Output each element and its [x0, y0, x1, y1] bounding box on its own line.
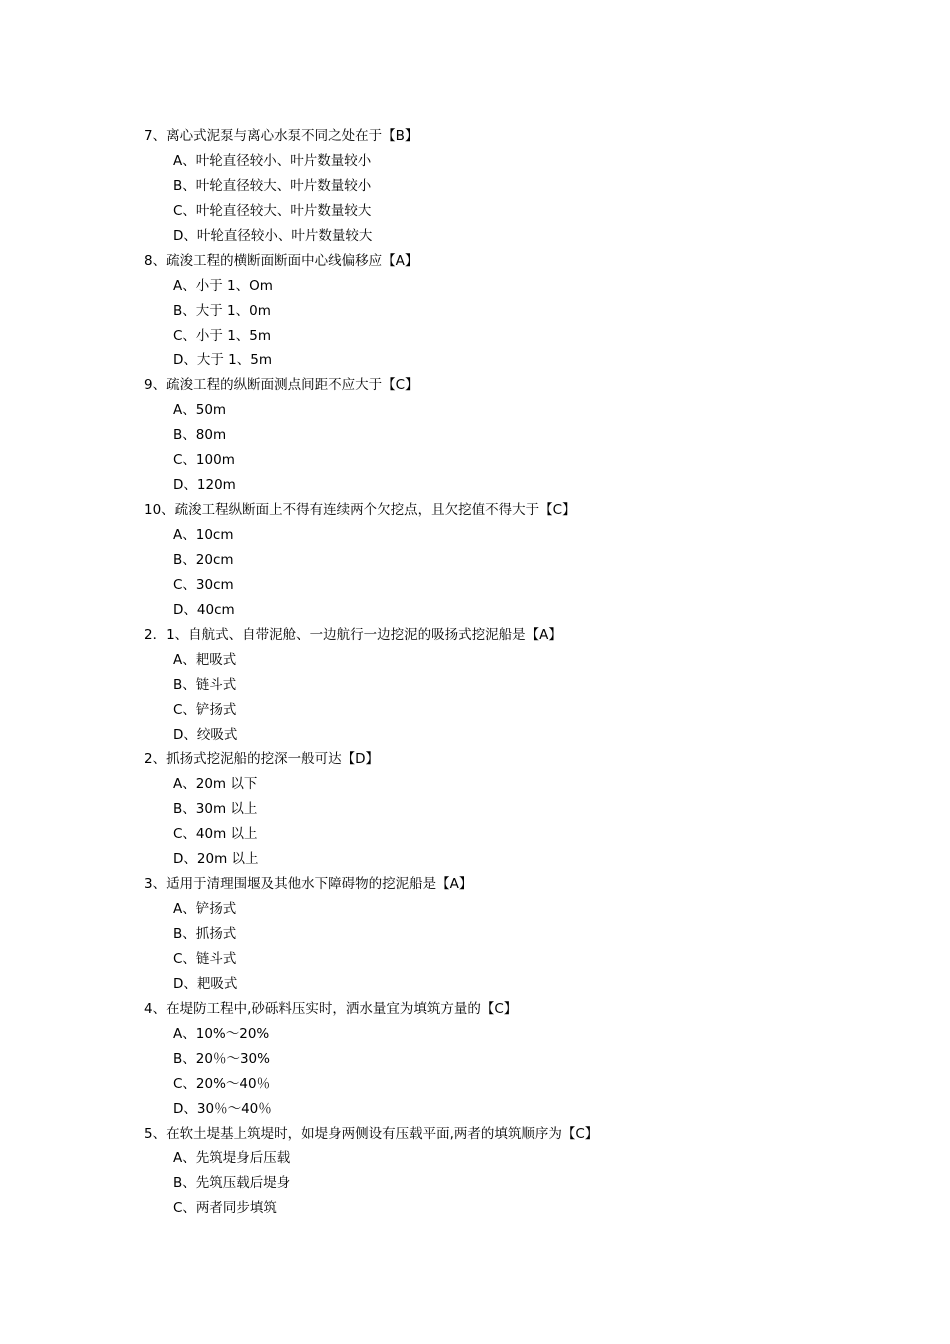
question-text: 7、离心式泥泵与离心水泵不同之处在于【B】 — [144, 128, 419, 144]
question-text: 9、疏浚工程的纵断面测点间距不应大于【C】 — [144, 377, 419, 394]
question-text: 4、在堤防工程中,砂砾料压实时，洒水量宜为填筑方量的【C】 — [144, 1000, 518, 1017]
answer-option: A、先筑堤身后压载 — [173, 1150, 291, 1167]
answer-option: C、链斗式 — [173, 950, 237, 967]
answer-option: D、耙吸式 — [173, 975, 238, 992]
answer-option: A、小于 1、Om — [173, 277, 273, 294]
answer-option: D、绞吸式 — [173, 726, 238, 743]
answer-option: B、大于 1、0m — [173, 302, 271, 319]
answer-option: C、两者同步填筑 — [173, 1200, 277, 1217]
answer-option: A、叶轮直径较小、叶片数量较小 — [173, 152, 372, 169]
answer-option: B、链斗式 — [173, 676, 237, 693]
answer-option: D、40cm — [173, 601, 235, 618]
question-text: 8、疏浚工程的横断面断面中心线偏移应【A】 — [144, 252, 419, 269]
answer-option: C、叶轮直径较大、叶片数量较大 — [173, 202, 372, 219]
answer-option: C、100m — [173, 452, 235, 469]
answer-option: B、20cm — [173, 551, 234, 568]
answer-option: D、20m 以上 — [173, 851, 259, 868]
answer-option: B、30m 以上 — [173, 801, 258, 818]
answer-option: D、30％～40％ — [173, 1100, 272, 1117]
question-text: 2．1、自航式、自带泥舱、一边航行一边挖泥的吸扬式挖泥船是【A】 — [144, 626, 562, 643]
answer-option: C、铲扬式 — [173, 701, 237, 718]
answer-option: A、10%～20% — [173, 1025, 270, 1042]
answer-option: B、80m — [173, 427, 227, 444]
answer-option: A、铲扬式 — [173, 901, 237, 918]
answer-option: B、抓扬式 — [173, 926, 237, 942]
answer-option: C、小于 1、5m — [173, 327, 272, 344]
answer-option: D、大于 1、5m — [173, 352, 273, 369]
document-body — [144, 124, 904, 1221]
question-text: 2、抓扬式挖泥船的挖深一般可达【D】 — [144, 751, 379, 768]
answer-option: D、叶轮直径较小、叶片数量较大 — [173, 227, 373, 244]
answer-option: A、20m 以下 — [173, 776, 258, 793]
answer-option: A、10cm — [173, 527, 234, 543]
answer-option: B、20％～30% — [173, 1050, 270, 1067]
answer-option: B、叶轮直径较大、叶片数量较小 — [173, 177, 372, 194]
answer-option: C、20%～40％ — [173, 1075, 271, 1092]
answer-option: A、耙吸式 — [173, 651, 237, 668]
answer-option: C、40m 以上 — [173, 826, 258, 843]
question-text: 5、在软土堤基上筑堤时，如堤身两侧设有压载平面,两者的填筑顺序为【C】 — [144, 1125, 599, 1142]
answer-option: D、120m — [173, 477, 236, 494]
question-text: 10、疏浚工程纵断面上不得有连续两个欠挖点，且欠挖值不得大于【C】 — [144, 502, 576, 519]
answer-option: C、30cm — [173, 576, 234, 593]
answer-option: B、先筑压载后堤身 — [173, 1175, 291, 1192]
answer-option: A、50m — [173, 402, 227, 419]
question-text: 3、适用于清理围堰及其他水下障碍物的挖泥船是【A】 — [144, 876, 473, 893]
